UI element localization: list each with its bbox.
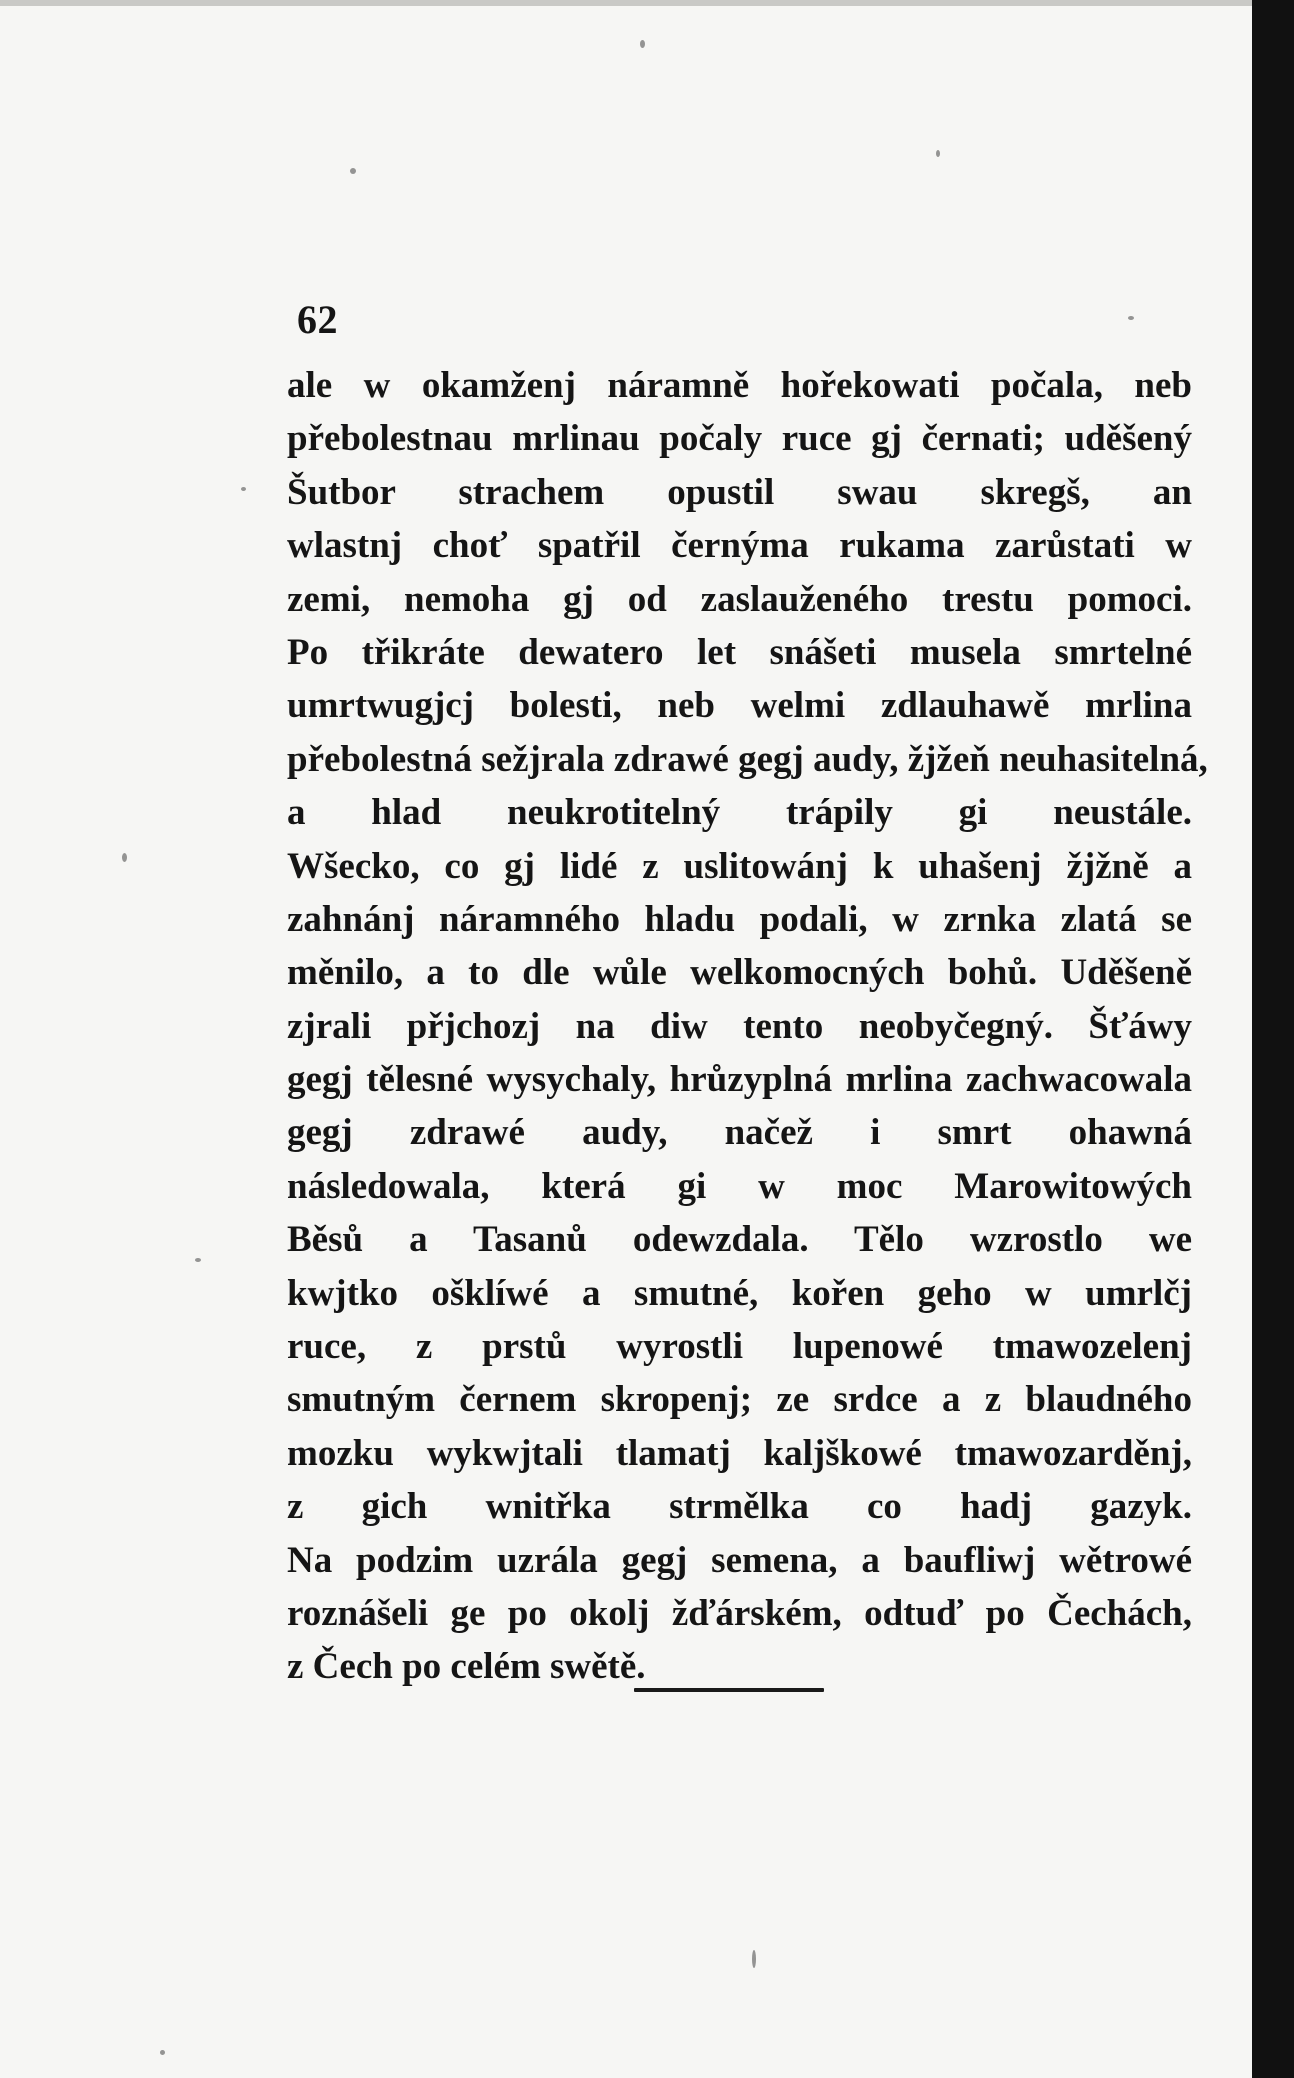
closing-rule <box>634 1688 824 1692</box>
paper-speck <box>752 1950 756 1968</box>
text-line: Na podzim uzrála gegj semena, a baufliwj wětrowé <box>287 1539 1192 1581</box>
text-line: wlastnj choť spatřil černýma rukama zarůstati w <box>287 525 1192 567</box>
text-line: gegj zdrawé audy, načež i smrt ohawná <box>287 1112 1192 1154</box>
text-line: smutným černem skropenj; ze srdce a z blaudného <box>287 1379 1192 1421</box>
page-top-edge <box>0 0 1252 6</box>
text-line: Po třikráte dewatero let snášeti musela smrtelné <box>287 631 1192 673</box>
paper-speck <box>1128 316 1134 320</box>
text-line: zemi, nemoha gj od zaslauženého trestu pomoci. <box>287 578 1192 620</box>
text-line: a hlad neukrotitelný trápily gi neustále. <box>287 792 1192 834</box>
text-line: zjrali přjchozj na diw tento neobyčegný. Šťáwy <box>287 1005 1192 1047</box>
page-number: 62 <box>297 297 338 342</box>
paper-speck <box>241 487 246 491</box>
paper-speck <box>160 2050 165 2055</box>
paper-speck <box>350 168 356 174</box>
paper-speck <box>122 853 127 862</box>
paper-speck <box>195 1258 201 1262</box>
text-line: ale w okamženj náramně hořekowati počala, neb <box>287 365 1192 406</box>
text-line: následowala, která gi w moc Marowitowých <box>287 1165 1192 1207</box>
text-line: mozku wykwjtali tlamatj kaljškowé tmawozarděnj, <box>287 1432 1192 1474</box>
body-text <box>287 359 1208 1694</box>
text-line: z Čech po celém swětě. <box>287 1646 646 1688</box>
text-line: z gich wnitřka strmělka co hadj gazyk. <box>287 1486 1192 1528</box>
text-line: ruce, z prstů wyrostli lupenowé tmawozelenj <box>287 1326 1192 1368</box>
text-line: umrtwugjcj bolesti, neb welmi zdlauhawě mrlina <box>287 685 1192 727</box>
text-line: přebolestná sežjrala zdrawé gegj audy, žjžeň neuhasitelná, <box>287 738 1208 780</box>
text-line: roznášeli ge po okolj žďárském, odtuď po Čechách, <box>287 1592 1192 1634</box>
text-line: zahnánj náramného hladu podali, w zrnka zlatá se <box>287 898 1192 940</box>
text-line: přebolestnau mrlinau počaly ruce gj černati; uděšený <box>287 418 1192 460</box>
paper-speck <box>936 150 940 157</box>
text-line: Wšecko, co gj lidé z uslitowánj k uhašenj žjžně a <box>287 845 1192 887</box>
text-line: Šutbor strachem opustil swau skregš, an <box>287 471 1192 513</box>
text-line: Běsů a Tasanů odewzdala. Tělo wzrostlo we <box>287 1219 1192 1261</box>
paper-speck <box>640 40 645 48</box>
text-line: měnilo, a to dle wůle welkomocných bohů. Uděšeně <box>287 952 1192 994</box>
scan-edge <box>1252 0 1294 2078</box>
text-line: gegj tělesné wysychaly, hrůzyplná mrlina zachwacowala <box>287 1059 1192 1101</box>
text-line: kwjtko ošklíwé a smutné, kořen geho w umrlčj <box>287 1272 1192 1314</box>
